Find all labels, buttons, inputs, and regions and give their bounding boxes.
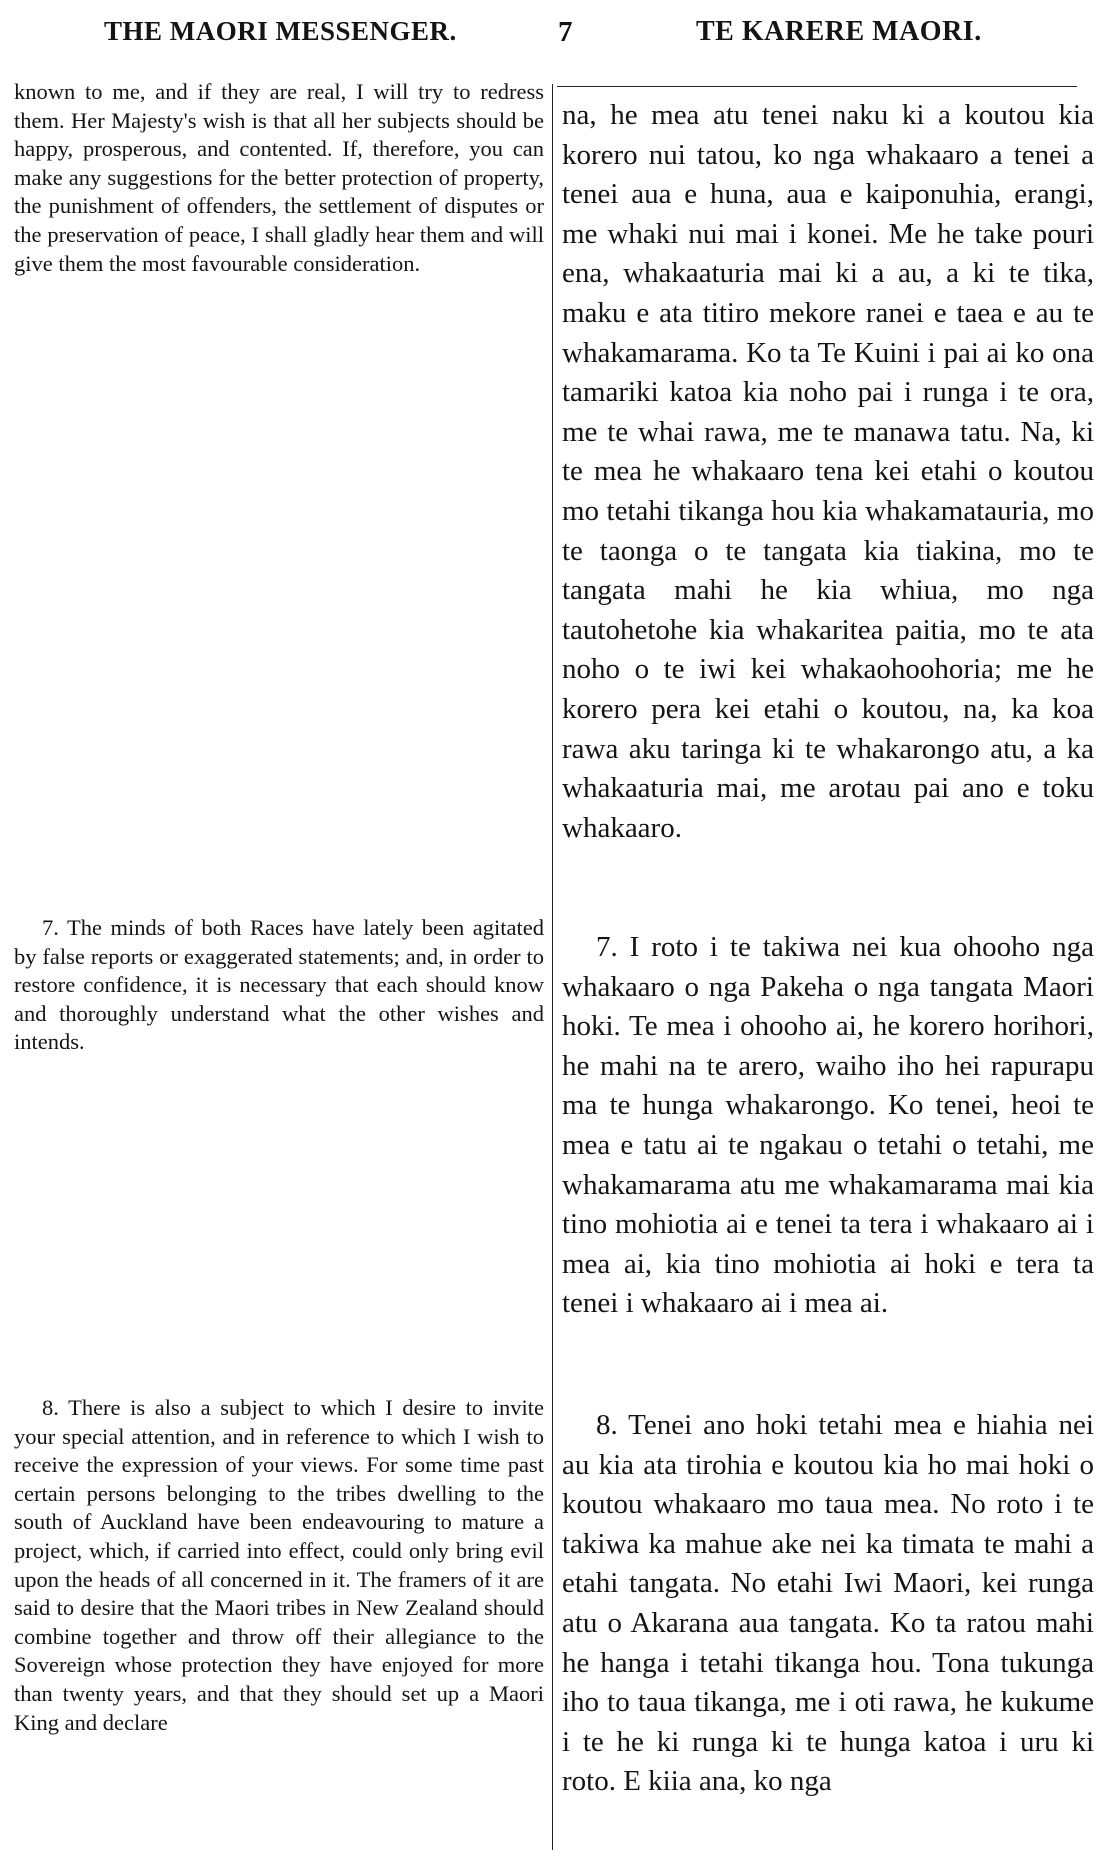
english-column-block-2 (14, 914, 544, 1057)
english-paragraph-8: 8. There is also a subject to which I desire to invite your special attention, and in reference to which I wish to receive the expression of your views. For some time past certain persons belonging to the tribes dwelling to the south of Auckland have been endeavouring to mature a project, which, if carried into effect, could only bring evil upon the heads of all concerned in it. The framers of it are said to desire that the Maori tribes in New Zealand should combine together and throw off their allegiance to the Sovereign whose protection they have enjoyed for more than twenty years, and that they should set up a Maori King and declare (14, 1395, 544, 1735)
english-column-block-1 (14, 78, 544, 278)
column-divider (552, 84, 553, 1850)
maori-column-block-2 (562, 928, 1094, 1324)
masthead-english: THE MAORI MESSENGER. (104, 16, 457, 46)
page-header (0, 0, 1114, 80)
english-paragraph-7: 7. The minds of both Races have lately been agitated by false reports or exaggerated statements; and, in order to restore confidence, it is necessary that each should know and thoroughly understand what the other wishes and intends. (14, 915, 544, 1055)
maori-paragraph-continued: na, he mea atu tenei naku ki a koutou kia korero nui tatou, ko nga whakaaro a tenei a tenei aua e huna, aua e kaiponuhia, erangi, me whaki nui mai i konei. Me he take pouri ena, whakaaturia mai ki a au, a ki te tika, maku e ata titiro mekore ranei e taea e au te whakamarama. Ko ta Te Kuini i pai ai ko ona tamariki katoa kia noho pai i runga i te ora, me te whai rawa, me te manawa tatu. Na, ki te mea he whakaaro tena kei etahi o koutou mo tetahi tikanga hou kia whakamatauria, mo te taonga o te tangata kia tiakina, mo te tangata mahi he kia whiua, mo nga tautohetohe kia whakaritea paitia, mo te ata noho o te iwi kei whakaohoohoria; me he korero pera kei etahi o koutou, na, ka koa rawa aku taringa ki te whakarongo atu, a ka whakaaturia mai, me arotau pai ano e toku whakaaro. (562, 99, 1094, 844)
english-paragraph-continued: known to me, and if they are real, I will try to redress them. Her Majesty's wish is that all her subjects should be happy, prosperous, and contented. If, therefore, you can make any suggestions for the better protection of property, the punishment of offenders, the settlement of disputes or the preservation of peace, I shall gladly hear them and will give them the most favourable consideration. (14, 79, 544, 276)
maori-column-block-1 (562, 96, 1094, 848)
english-column-block-3 (14, 1394, 544, 1737)
page-number: 7 (558, 16, 573, 48)
masthead-maori: TE KARERE MAORI. (696, 16, 982, 47)
maori-paragraph-7: 7. I roto i te takiwa nei kua ohooho nga whakaaro o nga Pakeha o nga tangata Maori hoki. Te mea i ohooho ai, he korero horihori, he mahi na te arero, waiho iho hei rapurapu ma te hunga whakarongo. Ko tenei, heoi te mea e tatu ai te ngakau o tetahi o tetahi, me whakamarama atu me whakamarama mai kia tino mohiotia ai e tenei ta tera i whakaaro ai i mea ai, kia tino mohiotia ai hoki e tera ta tenei i whakaaro ai i mea ai. (562, 931, 1094, 1320)
maori-paragraph-8: 8. Tenei ano hoki tetahi mea e hiahia nei au kia ata tirohia e koutou kia ho mai hoki o koutou whakaaro mo taua mea. No roto i te takiwa ka mahue ake nei ka timata te mahi a etahi tangata. No etahi Iwi Maori, kei runga atu o Akarana aua tangata. Ko ta ratou mahi he hanga i tetahi tikanga hou. Tona tukunga iho to taua tikanga, me i oti rawa, he kukume i te he ki runga ki te hunga katoa i uru ki roto. E kiia ana, ko nga (562, 1409, 1094, 1798)
maori-column-block-3 (562, 1406, 1094, 1802)
header-rule (557, 86, 1077, 87)
